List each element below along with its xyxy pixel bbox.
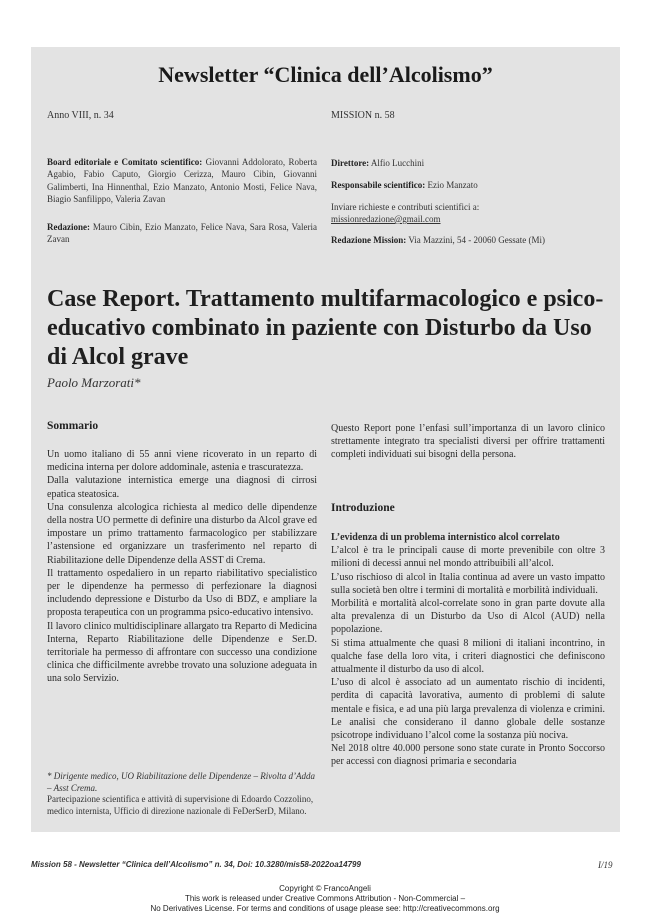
introduzione-paragraph: Morbilità e mortalità alcol-correlate sono in gran parte dovute alla alta prevalenza di un Disturbo da Uso di Alcol (AUD) nella popolazione. [331,598,605,636]
copyright-line: Copyright © FrancoAngeli [279,884,371,893]
newsletter-page [31,47,620,832]
author: Paolo Marzorati* [47,375,141,390]
direttore-block [331,157,616,169]
redazione-label: Redazione: [47,222,90,232]
introduzione-body [331,531,605,769]
introduzione-heading: Introduzione [331,502,395,514]
copyright-line: This work is released under Creative Commons Attribution - Non-Commercial – [184,894,466,903]
report-title: Case Report. Trattamento multifarmacologico e psico-educativo combinato in paziente con Disturbo da Uso di Alcol grave [47,286,604,370]
sommario-paragraph: Una consulenza alcologica richiesta al medico delle dipendenze della nostra UO permette di definire una disturbo da Alcol grave ed impostare un primo trattamento farmacologico per stabilizzare l’astensione ed organizzare un trasferimento nel reparto di Riabilitazione delle Dipendenze della ASST di Crema. [47,501,317,566]
board-block [47,156,317,205]
copyright-notice [0,884,650,914]
redazione-mission-address: Via Mazzini, 54 - 20060 Gessate (Mi) [408,235,546,245]
introduzione-paragraph: L’alcol è tra le principali cause di morte prevenibile con oltre 3 milioni di decessi annui nel mondo attribuibili all’alcol. [331,545,605,570]
introduzione-paragraph: Si stima attualmente che quasi 8 milioni di italiani incontrino, in qualche fase della loro vita, i criteri diagnostici che definiscono attualmente il disturbo da uso di alcol. [331,637,605,676]
introduzione-paragraph: Nel 2018 oltre 40.000 persone sono state curate in Pronto Soccorso per accessi con diagnosi primaria e secondaria [331,743,605,768]
responsabile-name: Ezio Manzato [427,180,478,190]
sommario-paragraph: Un uomo italiano di 55 anni viene ricoverato in un reparto di medicina interna per dolore addominale, astenia e trascuratezza. [47,449,317,474]
introduzione-subheading: L’evidenza di un problema internistico alcol correlato [331,532,560,543]
page-number: I/19 [598,860,613,870]
sommario-paragraph: Dalla valutazione internistica emerge una diagnosi di cirrosi epatica steatosica. [47,475,317,500]
issue-right: MISSION n. 58 [331,110,395,121]
responsabile-block [331,179,616,191]
direttore-name: Alfio Lucchini [370,158,425,168]
sommario-heading: Sommario [47,420,99,432]
redazione-mission-label: Redazione Mission: [331,235,407,245]
footnote [47,771,317,817]
redazione-names: Mauro Cibin, Ezio Manzato, Felice Nava, Sara Rosa, Valeria Zavan [47,222,317,245]
sommario-body [47,448,317,686]
sommario-paragraph: Il lavoro clinico multidisciplinare allargato tra Reparto di Medicina Interna, Reparto Riabilitazione delle Dipendenze e Ser.D. territoriale ha permesso di affrontare con successo una condizione clinica che difficilmente avrebbe trovato una soluzione adeguata in una solo Servizio. [47,620,317,685]
sommario-paragraph: Il trattamento ospedaliero in un reparto riabilitativo specialistico per le dipendenze ha permesso di perfezionare la diagnosi includendo depressione e Disturbo da Uso di BDZ, e ampliare la proposta terapeutica con un programma psico-educativo intensivo. [47,567,317,619]
redazione-block [47,221,317,246]
newsletter-title: Newsletter “Clinica dell’Alcolismo” [158,62,493,87]
copyright-line: No Derivatives License. For terms and conditions of usage please see: http://creativecommons.org [150,904,500,913]
footnote-text: Partecipazione scientifica e attività di supervisione di Edoardo Cozzolino, medico internista, Ufficio di direzione nazionale di FeDerSerD, Milano. [47,794,314,816]
redazione-mission-block [331,234,621,246]
responsabile-label: Responsabile scientifico: [331,180,426,190]
right-intro: Questo Report pone l’enfasi sull’importanza di un lavoro clinico strettamente integrato tra specialisti diversi per offrire trattamenti completi individuati sui bisogni della persona. [331,423,605,461]
board-names: Giovanni Addolorato, Roberta Agabio, Fabio Caputo, Giorgio Cerizza, Mauro Cibin, Giovanni Galimberti, Ina Hinnenthal, Ezio Manzato, Antonio Mosti, Felice Nava, Biagio Sanfilippo, Valeria Zavan [47,157,317,204]
board-label: Board editoriale e Comitato scientifico: [47,157,203,167]
footer-citation: Mission 58 - Newsletter “Clinica dell’Alcolismo” n. 34, Doi: 10.3280/mis58-2022oa14799 [31,860,361,869]
email-link[interactable]: missionredazione@gmail.com [331,214,441,224]
direttore-label: Direttore: [331,158,370,168]
footnote-affiliation: * Dirigente medico, UO Riabilitazione delle Dipendenze – Rivolta d’Adda – Asst Crema. [47,771,315,793]
introduzione-paragraph: L’uso di alcol è associato ad un aumentato rischio di incidenti, perdita di capacità lavorativa, aumento di problemi di salute mentale e fisica, e ad una più larga prevalenza di violenza e crimini. Le analisi che considerano il danno globale delle sostanze psicotrope individuano l’alcol come la sostanza più nociva. [331,677,605,742]
inviare-text: Inviare richieste e contributi scientifici a: [331,202,480,212]
issue-left: Anno VIII, n. 34 [47,110,114,121]
introduzione-paragraph: L’uso rischioso di alcol in Italia continua ad avere un vasto impatto sulla società ben oltre i termini di mortalità e morbilità individuali. [331,571,605,596]
